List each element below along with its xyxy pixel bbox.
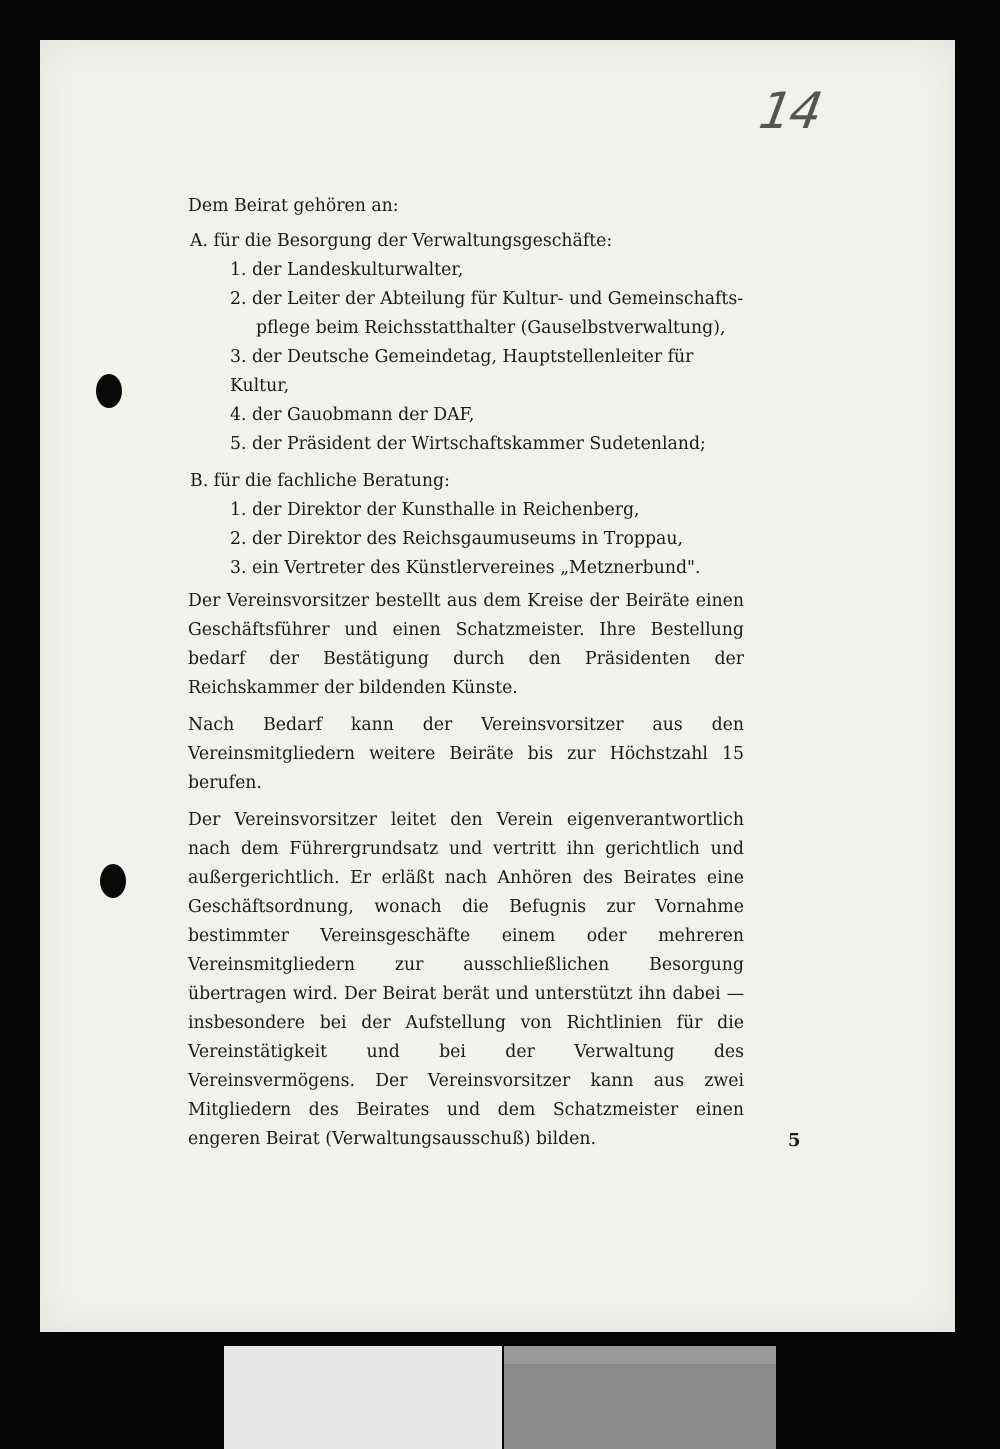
calibration-strip-gray-shade (504, 1346, 776, 1364)
paragraph-chairman-duties: Der Vereinsvorsitzer leitet den Verein eigenverantwortlich nach dem Führergrundsatz und vertritt ihn gerichtlich und außergerichtlich. Er erläßt nach Anhören des Beirates eine Geschäftsordnung, wonach die Befugnis zur Vornahme bestimmter Vereinsgeschäfte einem oder mehreren Vereinsmitgliedern zur ausschließlichen Besorgung übertragen wird. Der Beirat berät und unterstützt ihn dabei — insbesondere bei der Aufstellung von Richtlinien für die Vereinstätigkeit und bei der Verwaltung des Vereinsvermögens. Der Vereinsvorsitzer kann aus zwei Mitgliedern des Beirates und dem Schatzmeister einen engeren Beirat (Verwaltungsausschuß) bilden. (188, 810, 744, 1149)
section-a-item-5: 5. der Präsident der Wirtschaftskammer Sudetenland; (230, 434, 706, 454)
section-a-item-1: 1. der Landeskulturwalter, (230, 260, 464, 280)
section-b-item-3: 3. ein Vertreter des Künstlervereines „Metznerbund". (230, 558, 701, 578)
calibration-strip-white (224, 1346, 502, 1449)
page-number: 5 (788, 1130, 801, 1151)
section-a-heading: A. für die Besorgung der Verwaltungsgeschäfte: (190, 231, 613, 251)
section-a-item-4: 4. der Gauobmann der DAF, (230, 405, 475, 425)
section-b-item-2: 2. der Direktor des Reichsgaumuseums in Troppau, (230, 529, 683, 549)
body-text (188, 192, 744, 1154)
section-b-heading: B. für die fachliche Beratung: (190, 471, 450, 491)
intro-line: Dem Beirat gehören an: (188, 196, 399, 216)
section-a-item-2-continued: pflege beim Reichsstatthalter (Gauselbstverwaltung), (256, 318, 726, 338)
handwritten-folio-number: 14 (755, 82, 825, 140)
section-b-item-1: 1. der Direktor der Kunsthalle in Reichenberg, (230, 500, 640, 520)
section-a-item-3: 3. der Deutsche Gemeindetag, Hauptstellenleiter für Kultur, (230, 347, 694, 396)
punch-hole-bottom (100, 864, 126, 898)
paragraph-management: Der Vereinsvorsitzer bestellt aus dem Kreise der Beiräte einen Geschäftsführer und einen Schatzmeister. Ihre Bestellung bedarf der Bestätigung durch den Präsidenten der Reichskammer der bildenden Künste. (188, 591, 744, 698)
section-a-item-2: 2. der Leiter der Abteilung für Kultur- und Gemeinschafts- (230, 289, 744, 309)
punch-hole-top (96, 374, 122, 408)
paragraph-additional-advisors: Nach Bedarf kann der Vereinsvorsitzer aus den Vereinsmitgliedern weitere Beiräte bis zur Höchstzahl 15 berufen. (188, 715, 744, 793)
